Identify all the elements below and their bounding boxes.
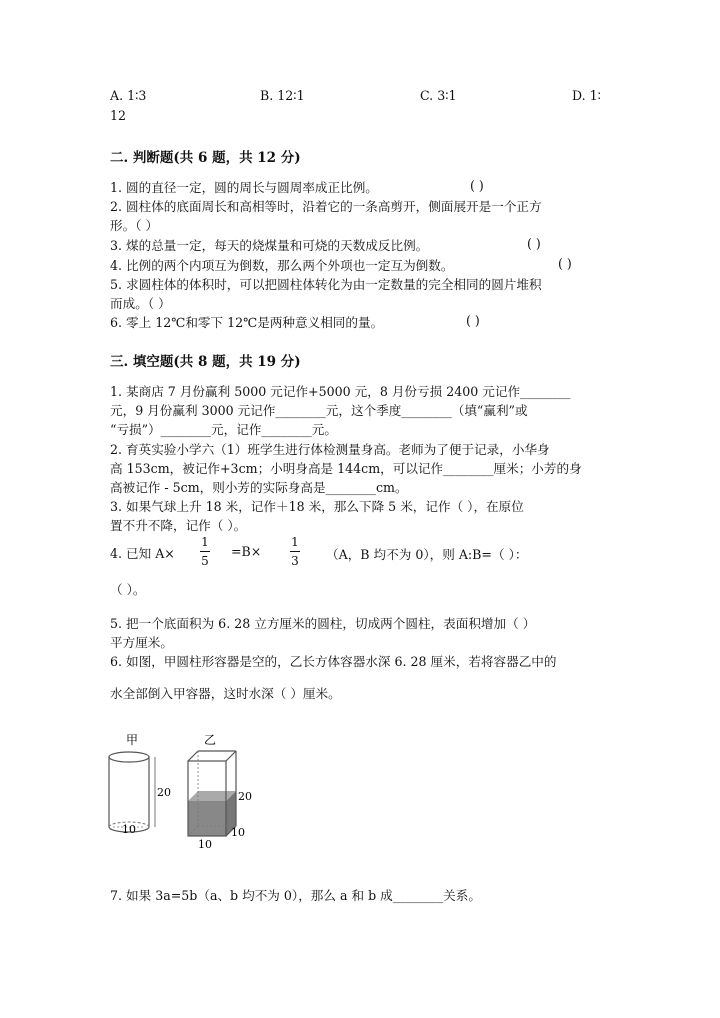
s2-question-6: 6. 零上 12℃和零下 12℃是两种意义相同的量。 <box>110 315 384 330</box>
s3-question-7: 7. 如果 3a=5b（a、b 均不为 0），那么 a 和 b 成________关系。 <box>110 888 481 903</box>
s3-question-2-line2: 高 153cm，被记作+3cm；小明身高是 144cm，可以记作________厘米；小芳的身 <box>110 461 582 476</box>
box-edge <box>188 751 198 761</box>
s2-question-2-line2: 形。（ ） <box>110 218 159 233</box>
option-a: A. 1∶3 <box>110 88 147 103</box>
box-edge <box>226 751 236 761</box>
s3-question-4-end: （A，B 均不为 0），则 A:B=（ ）： <box>326 547 528 562</box>
s3-question-1-line2: 元，9 月份赢利 3000 元记作________元，这个季度________（填“赢利”或 <box>110 403 528 418</box>
fraction-bar <box>200 551 210 552</box>
s3-question-4-start: 4. 已知 A× <box>110 546 175 561</box>
label-yi: 乙 <box>204 733 217 747</box>
fraction-denominator: 3 <box>291 554 299 568</box>
fraction-numerator: 1 <box>291 535 299 549</box>
s2-question-3: 3. 煤的总量一定，每天的烧煤量和可烧的天数成反比例。 <box>110 238 429 253</box>
option-b: B. 12∶1 <box>260 88 305 103</box>
s2-question-4: 4. 比例的两个内项互为倒数，那么两个外项也一定互为倒数。 <box>110 258 454 273</box>
fraction-one-fifth <box>200 535 210 568</box>
box-height-label: 20 <box>238 790 252 803</box>
s2-question-5-line2: 而成。（ ） <box>110 296 171 311</box>
s3-question-4-mid: =B× <box>231 544 262 559</box>
s2-question-1: 1. 圆的直径一定，圆的周长与圆周率成正比例。 <box>110 180 378 195</box>
cylinder-top <box>109 752 149 762</box>
s2-q3-answer-blank[interactable]: ( ) <box>527 236 541 251</box>
s3-question-2-line1: 2. 育英实验小学六（1）班学生进行体检测量身高。老师为了便于记录，小华身 <box>110 442 550 457</box>
cylinder-diameter-label: 10 <box>122 823 136 836</box>
fraction-one-third <box>290 535 300 568</box>
option-d: D. 1∶ <box>572 88 601 103</box>
s3-question-4-line2: （ ）。 <box>110 582 146 597</box>
s3-question-1-line3: “亏损”）________元，记作________元。 <box>110 422 337 437</box>
s3-question-6-line2: 水全部倒入甲容器，这时水深（ ）厘米。 <box>110 686 341 701</box>
box-width-label: 10 <box>198 838 212 851</box>
fraction-denominator: 5 <box>201 554 209 568</box>
option-c: C. 3∶1 <box>420 88 457 103</box>
s2-question-2-line1: 2. 圆柱体的底面周长和高相等时，沿着它的一条高剪开，侧面展开是一个正方 <box>110 199 542 214</box>
s2-q6-answer-blank[interactable]: ( ) <box>466 313 480 328</box>
s2-question-5-line1: 5. 求圆柱体的体积时，可以把圆柱体转化为由一定数量的完全相同的圆片堆积 <box>110 277 542 292</box>
s3-question-3-line2: 置不升不降，记作（ ）。 <box>110 518 247 533</box>
fraction-numerator: 1 <box>201 535 209 549</box>
s3-question-3-line1: 3. 如果气球上升 18 米，记作＋18 米，那么下降 5 米，记作（ ），在原位 <box>110 499 524 514</box>
containers-figure <box>100 730 260 855</box>
label-jia: 甲 <box>126 733 139 747</box>
fraction-bar <box>290 551 300 552</box>
s2-q1-answer-blank[interactable]: ( ) <box>470 178 484 193</box>
s2-q4-answer-blank[interactable]: ( ) <box>558 256 572 271</box>
water-front <box>188 801 226 836</box>
section2-title: 二. 判断题(共 6 题，共 12 分) <box>110 150 301 166</box>
box-depth-label: 10 <box>231 826 245 839</box>
s3-question-1-line1: 1. 某商店 7 月份赢利 5000 元记作+5000 元，8 月份亏损 2400 元记作________ <box>110 384 571 399</box>
s3-question-6-line1: 6. 如图，甲圆柱形容器是空的，乙长方体容器水深 6. 28 厘米，若将容器乙中的 <box>110 654 557 669</box>
s3-question-5-line1: 5. 把一个底面积为 6. 28 立方厘米的圆柱，切成两个圆柱，表面积增加（ ） <box>110 616 536 631</box>
option-d-continued: 12 <box>110 108 127 123</box>
s3-question-2-line3: 高被记作 - 5cm，则小芳的实际身高是________cm。 <box>110 480 408 495</box>
cylinder-height-label: 20 <box>157 786 171 799</box>
s3-question-5-line2: 平方厘米。 <box>110 635 173 650</box>
section3-title: 三. 填空题(共 8 题，共 19 分) <box>110 354 301 370</box>
